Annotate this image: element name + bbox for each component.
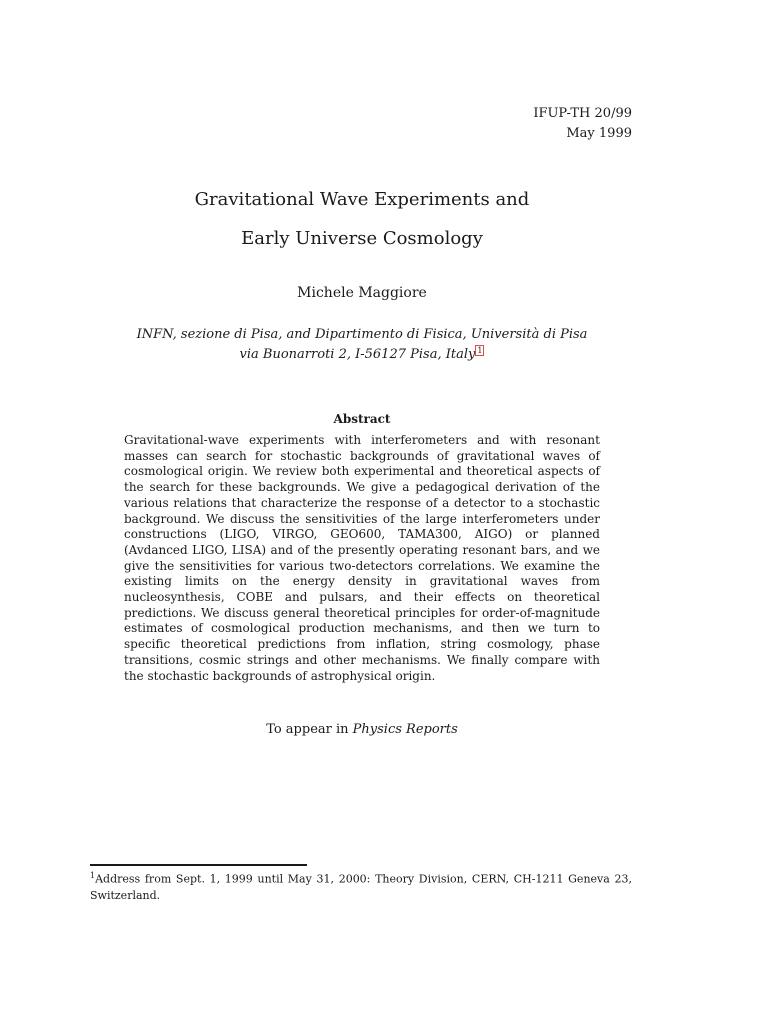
affiliation (0, 325, 724, 365)
paper-title-line-2: Early Universe Cosmology (241, 228, 483, 249)
journal-name: Physics Reports (352, 722, 458, 737)
author-name: Michele Maggiore (297, 285, 427, 301)
footnote-rule (90, 864, 307, 866)
report-header (533, 104, 632, 144)
abstract-text: Gravitational-wave experiments with interferometers and with resonant masses can search for stochastic backgrounds of gravitational waves of cosmological origin. We review both experimental and theoretical aspects of the search for these backgrounds. We give a pedagogical derivation of the various relations that characterize the response of a detector to a stochastic background. We discuss the sensitivities of the large interferometers under constructions (LIGO, VIRGO, GEO600, TAMA300, AIGO) or planned (Avdanced LIGO, LISA) and of the presently operating resonant bars, and we give the sensitivities for various two-detectors correlations. We examine the existing limits on the energy density in gravitational waves from nucleosynthesis, COBE and pulsars, and their effects on theoretical predictions. We discuss general theoretical principles for order-of-magnitude estimates of cosmological production mechanisms, and then we turn to specific theoretical predictions from inflation, string cosmology, phase transitions, cosmic strings and other mechanisms. We finally compare with the stochastic backgrounds of astrophysical origin. (124, 433, 600, 683)
footnote (90, 868, 632, 904)
publication-note (0, 722, 724, 737)
affiliation-line-2 (0, 345, 724, 365)
footnote-mark: 1 (90, 871, 96, 880)
footnote-link[interactable]: 1 (477, 345, 483, 355)
footnote-text: Address from Sept. 1, 1999 until May 31, 2000: Theory Division, CERN, CH-1211 Geneva 23, Switzerland. (90, 872, 632, 902)
affiliation-address: via Buonarroti 2, I-56127 Pisa, Italy (239, 347, 476, 362)
report-date: May 1999 (566, 126, 632, 141)
abstract-heading: Abstract (333, 412, 391, 426)
report-number: IFUP-TH 20/99 (533, 106, 632, 121)
affiliation-line-1: INFN, sezione di Pisa, and Dipartimento di Fisica, Università di Pisa (136, 327, 588, 342)
publication-prefix: To appear in (266, 722, 349, 737)
paper-title-line-1: Gravitational Wave Experiments and (194, 189, 530, 210)
